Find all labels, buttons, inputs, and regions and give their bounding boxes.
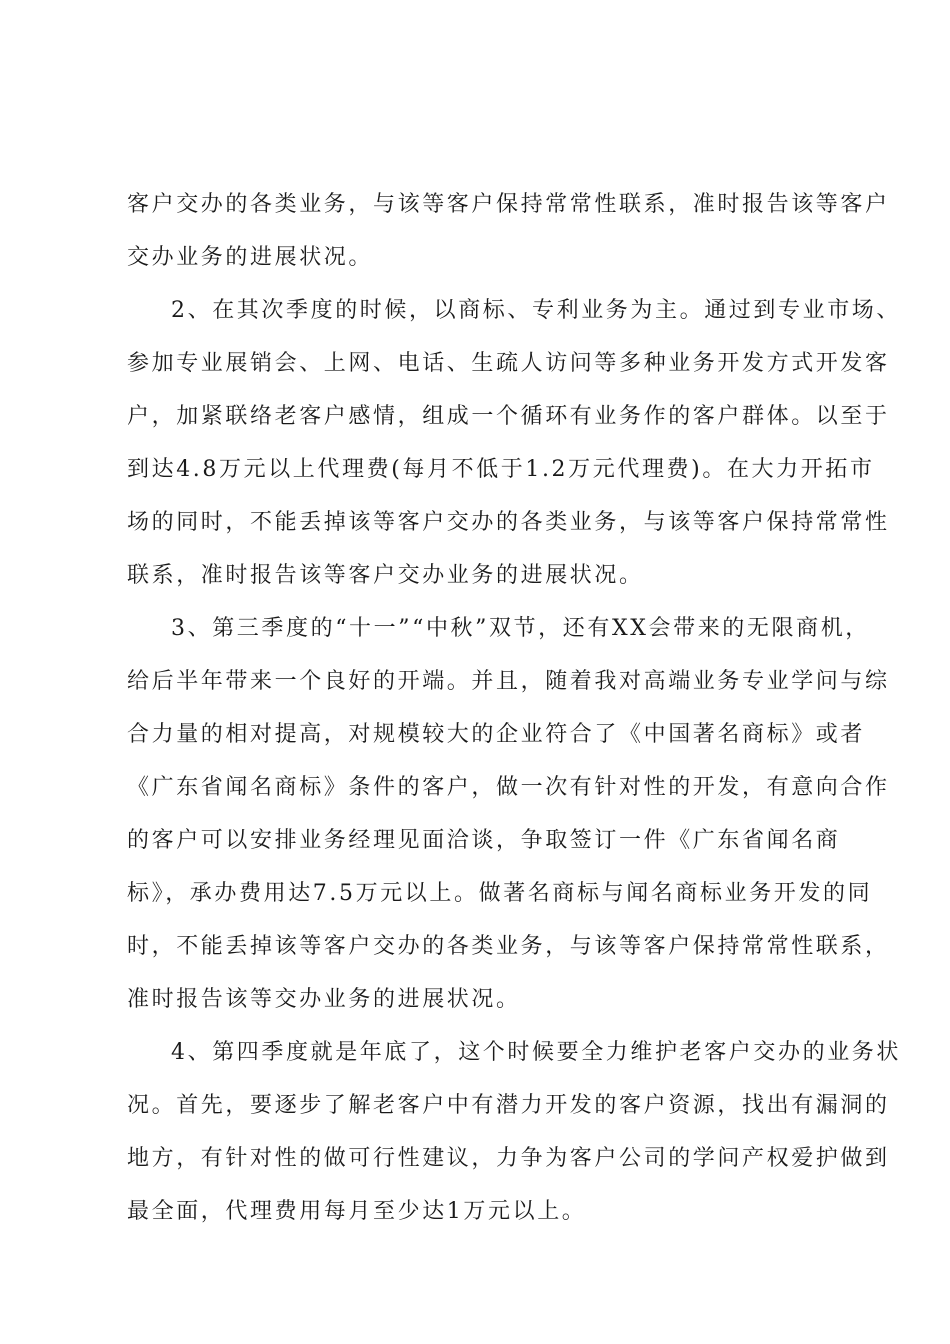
text-line: 场的同时，不能丢掉该等客户交办的各类业务，与该等客户保持常常性	[127, 510, 890, 535]
text-line: 交办业务的进展状况。	[127, 245, 374, 270]
text-line: 户，加紧联络老客户感情，组成一个循环有业务作的客户群体。以至于	[127, 404, 890, 429]
text-line: 3、第三季度的“十一”“中秋”双节，还有XX会带来的无限商机，	[171, 616, 870, 641]
text-line: 合力量的相对提高，对规模较大的企业符合了《中国著名商标》或者	[127, 722, 866, 747]
text-line: 参加专业展销会、上网、电话、生疏人访问等多种业务开发方式开发客	[127, 351, 890, 376]
text-line: 时，不能丢掉该等客户交办的各类业务，与该等客户保持常常性联系，	[127, 934, 890, 959]
paragraph-q4	[127, 1026, 901, 1238]
text-line: 况。首先，要逐步了解老客户中有潜力开发的客户资源，找出有漏洞的	[127, 1093, 890, 1118]
paragraph-q3	[127, 602, 890, 1026]
text-line: 标》，承办费用达7.5万元以上。做著名商标与闻名商标业务开发的同	[127, 881, 873, 906]
text-line: 联系，准时报告该等客户交办业务的进展状况。	[127, 563, 644, 588]
text-line: 给后半年带来一个良好的开端。并且，随着我对高端业务专业学问与综	[127, 669, 890, 694]
text-line: 4、第四季度就是年底了，这个时候要全力维护老客户交办的业务状	[171, 1040, 901, 1065]
text-line: 到达4.8万元以上代理费(每月不低于1.2万元代理费)。在大力开拓市	[127, 457, 875, 482]
text-line: 最全面，代理费用每月至少达1万元以上。	[127, 1199, 587, 1224]
paragraph-continuation	[127, 178, 890, 284]
paragraph-q2	[127, 284, 901, 602]
text-line: 的客户可以安排业务经理见面洽谈，争取签订一件《广东省闻名商	[127, 828, 841, 853]
text-line: 地方，有针对性的做可行性建议，力争为客户公司的学问产权爱护做到	[127, 1146, 890, 1171]
text-line: 2、在其次季度的时候，以商标、专利业务为主。通过到专业市场、	[171, 298, 901, 323]
text-line: 客户交办的各类业务，与该等客户保持常常性联系，准时报告该等客户	[127, 192, 890, 217]
document-body	[127, 178, 901, 1238]
text-line: 《广东省闻名商标》条件的客户，做一次有针对性的开发，有意向合作	[127, 775, 890, 800]
text-line: 准时报告该等交办业务的进展状况。	[127, 987, 521, 1012]
